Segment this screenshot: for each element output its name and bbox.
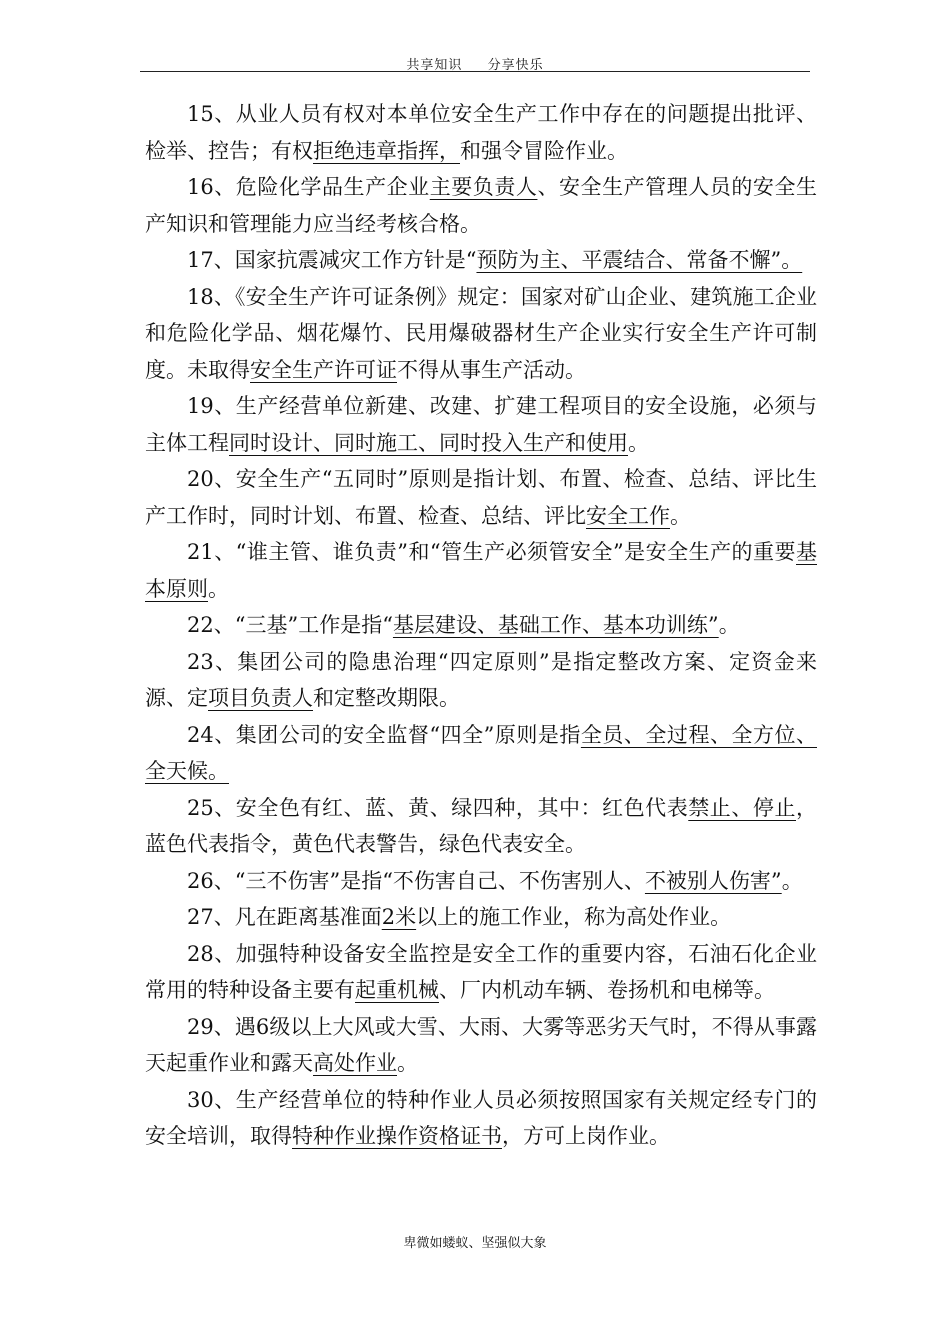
answer-29: 高处作业 xyxy=(313,1051,397,1075)
answer-22: 基层建设、基础工作、基本功训练” xyxy=(392,613,719,637)
answer-15: 拒绝违章指挥， xyxy=(313,138,460,163)
answer-16: 主要负责人 xyxy=(429,175,538,199)
answer-27: 2米 xyxy=(381,905,417,929)
item-28: 28、加强特种设备安全监控是安全工作的重要内容，石油石化企业常用的特种设备主要有起重机械、厂内机动车辆、卷扬机和电梯等。 xyxy=(145,941,817,1002)
answer-17: 预防为主、平震结合、常备不懈”。 xyxy=(476,248,803,272)
item-18: 18、《安全生产许可证条例》规定：国家对矿山企业、建筑施工企业和危险化学品、烟花爆竹、民用爆破器材生产企业实行安全生产许可制度。未取得安全生产许可证不得从事生产活动。 xyxy=(145,284,817,382)
item-26: 26、“三不伤害”是指“不伤害自己、不伤害别人、不被别人伤害”。 xyxy=(187,868,803,893)
answer-23: 项目负责人 xyxy=(208,686,313,710)
item-23: 23、集团公司的隐患治理“四定原则”是指定整改方案、定资金来源、定项目负责人和定整改期限。 xyxy=(145,649,817,710)
header-right: 分享快乐 xyxy=(487,58,544,73)
item-17: 17、国家抗震减灾工作方针是“预防为主、平震结合、常备不懈”。 xyxy=(187,248,803,272)
item-24: 24、集团公司的安全监督“四全”原则是指全员、全过程、全方位、全天候。 xyxy=(145,722,817,783)
question-list xyxy=(145,96,817,1155)
answer-30: 特种作业操作资格证书 xyxy=(292,1124,502,1148)
header-left: 共享知识 xyxy=(406,58,463,73)
answer-24: 全员、全过程、全方位、全天候。 xyxy=(145,722,817,783)
item-30: 30、生产经营单位的特种作业人员必须按照国家有关规定经专门的安全培训，取得特种作业操作资格证书，方可上岗作业。 xyxy=(145,1087,817,1148)
answer-25: 禁止、停止 xyxy=(688,795,796,820)
answer-18: 安全生产许可证 xyxy=(250,357,397,382)
item-27: 27、凡在距离基准面2米以上的施工作业，称为高处作业。 xyxy=(187,905,732,929)
item-25: 25、安全色有红、蓝、黄、绿四种，其中：红色代表禁止、停止，蓝色代表指令，黄色代表警告，绿色代表安全。 xyxy=(145,795,817,856)
answer-19: 同时设计、同时施工、同时投入生产和使用 xyxy=(229,430,628,455)
answer-26: 不被别人伤害” xyxy=(644,868,782,893)
answer-28: 起重机械 xyxy=(355,978,439,1002)
answer-20: 安全工作 xyxy=(586,503,670,528)
answer-21: 基本原则 xyxy=(145,540,817,601)
page-footer: 卑微如蝼蚁、坚强似大象 xyxy=(403,1236,547,1251)
item-22: 22、“三基”工作是指“基层建设、基础工作、基本功训练”。 xyxy=(187,613,740,637)
header-rule xyxy=(140,71,810,72)
item-21: 21、“谁主管、谁负责”和“管生产必须管安全”是安全生产的重要基本原则。 xyxy=(145,540,817,601)
item-15: 15、从业人员有权对本单位安全生产工作中存在的问题提出批评、检举、控告；有权拒绝违章指挥，和强令冒险作业。 xyxy=(145,102,817,163)
item-29: 29、遇6级以上大风或大雪、大雨、大雾等恶劣天气时，不得从事露天起重作业和露天高处作业。 xyxy=(145,1014,817,1075)
item-16: 16、危险化学品生产企业主要负责人、安全生产管理人员的安全生产知识和管理能力应当经考核合格。 xyxy=(145,175,817,236)
item-19: 19、生产经营单位新建、改建、扩建工程项目的安全设施，必须与主体工程同时设计、同时施工、同时投入生产和使用。 xyxy=(145,394,817,455)
item-20: 20、安全生产“五同时”原则是指计划、布置、检查、总结、评比生产工作时，同时计划、布置、检查、总结、评比安全工作。 xyxy=(145,467,817,528)
